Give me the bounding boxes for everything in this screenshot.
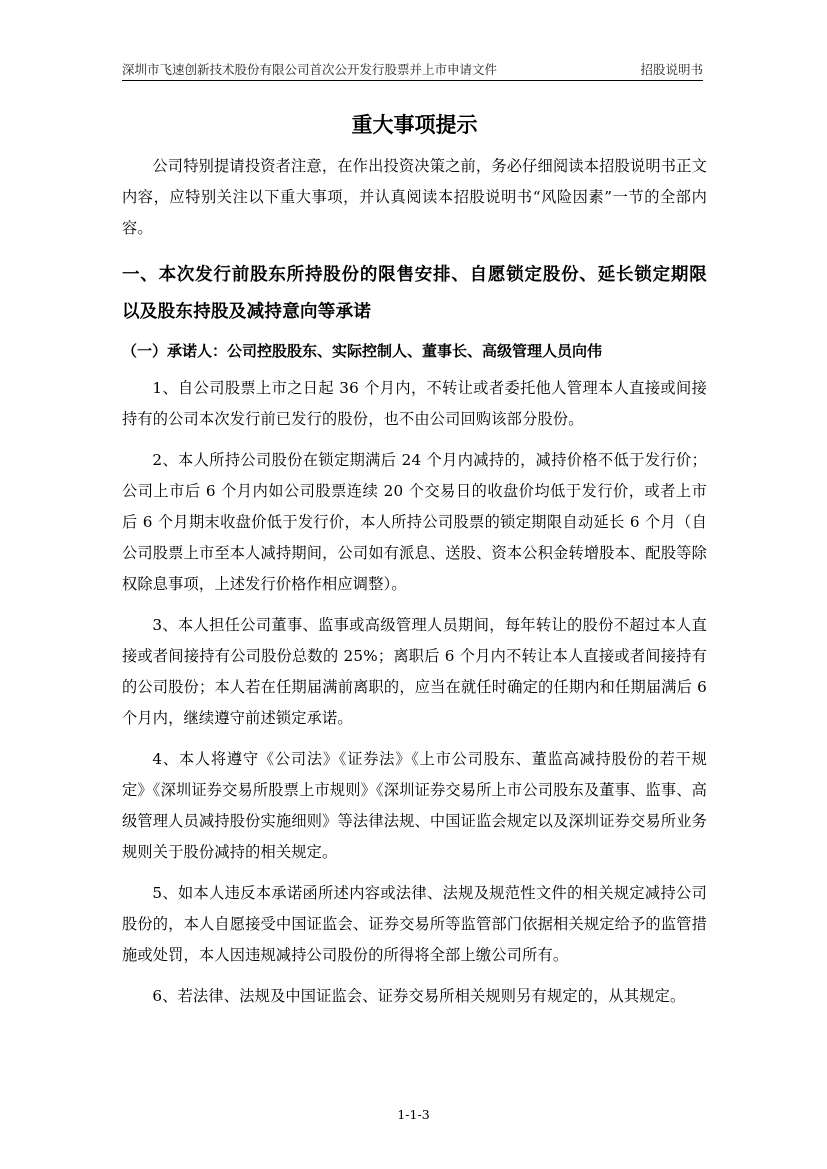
subsection-heading: （一）承诺人：公司控股股东、实际控制人、董事长、高级管理人员向伟 xyxy=(122,342,603,360)
commitment-item-6: 6、若法律、法规及中国证监会、证券交易所相关规则另有规定的，从其规定。 xyxy=(152,987,686,1005)
section-heading: 一、本次发行前股东所持股份的限售安排、自愿锁定股份、延长锁定期限以及股东持股及减持意向等承诺 xyxy=(122,265,707,322)
commitment-item-3: 3、本人担任公司董事、监事或高级管理人员期间，每年转让的股份不超过本人直接或者间接持有公司股份总数的 25%；离职后 6 个月内不转让本人直接或者间接持有的公司股份；本人若在任期届满前离职的，应当在就任时确定的任期内和任期届满后 6 个月内，继续遵守前述锁定承诺。 xyxy=(122,616,707,727)
page-number: 1-1-3 xyxy=(397,1107,430,1122)
commitment-item-2: 2、本人所持公司股份在锁定期满后 24 个月内减持的，减持价格不低于发行价；公司上市后 6 个月内如公司股票连续 20 个交易日的收盘价均低于发行价，或者上市后 6 个月期末收盘价低于发行价，本人所持公司股票的锁定期限自动延长 6 个月（自公司股票上市至本人减持期间，公司如有派息、送股、资本公积金转增股本、配股等除权除息事项，上述发行价格作相应调整）。 xyxy=(122,451,707,593)
intro-paragraph: 公司特别提请投资者注意，在作出投资决策之前，务必仔细阅读本招股说明书正文内容，应特别关注以下重大事项，并认真阅读本招股说明书“风险因素”一节的全部内容。 xyxy=(122,157,707,237)
page-title: 重大事项提示 xyxy=(351,113,478,137)
page-header xyxy=(122,60,703,81)
header-document-type: 招股说明书 xyxy=(640,62,703,77)
commitment-item-4: 4、本人将遵守《公司法》《证券法》《上市公司股东、董监高减持股份的若干规定》《深圳证券交易所股票上市规则》《深圳证券交易所上市公司股东及董事、监事、高级管理人员减持股份实施细则》等法律法规、中国证监会规定以及深圳证券交易所业务规则关于股份减持的相关规定。 xyxy=(122,750,707,861)
commitment-item-5: 5、如本人违反本承诺函所述内容或法律、法规及规范性文件的相关规定减持公司股份的，本人自愿接受中国证监会、证券交易所等监管部门依据相关规定给予的监管措施或处罚，本人因违规减持公司股份的所得将全部上缴公司所有。 xyxy=(122,884,707,964)
page-content xyxy=(122,107,707,1022)
header-document-title: 深圳市飞速创新技术股份有限公司首次公开发行股票并上市申请文件 xyxy=(122,62,498,77)
commitment-item-1: 1、自公司股票上市之日起 36 个月内，不转让或者委托他人管理本人直接或间接持有的公司本次发行前已发行的股份，也不由公司回购该部分股份。 xyxy=(122,379,707,428)
